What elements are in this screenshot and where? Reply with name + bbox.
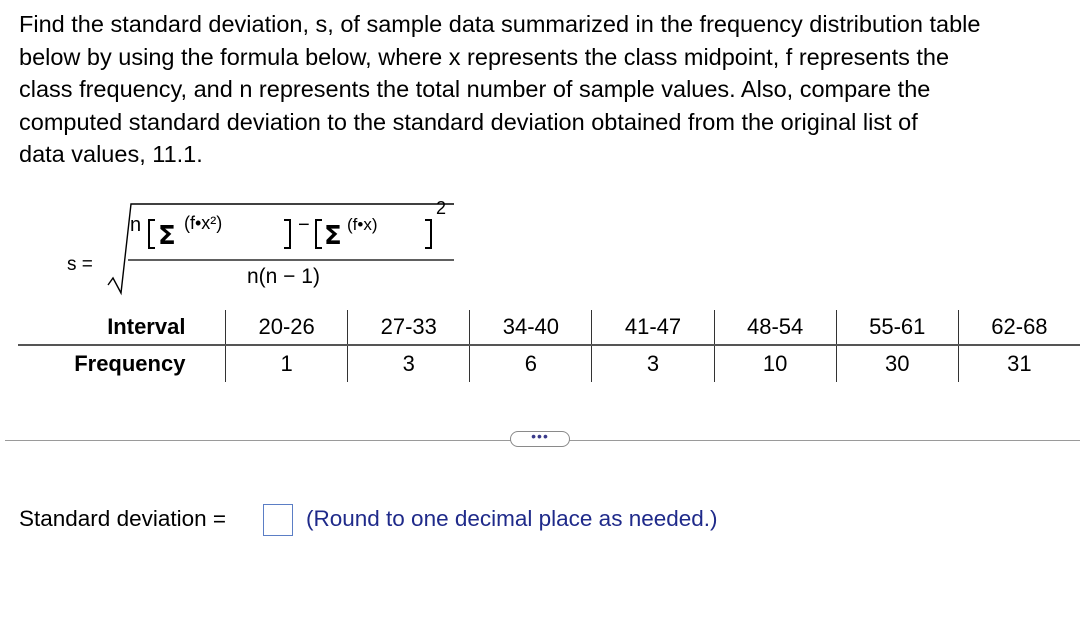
question-text (19, 8, 1079, 171)
frequency-cell: 10 (714, 345, 836, 382)
rounding-hint: (Round to one decimal place as needed.) (306, 506, 718, 531)
formula-denominator: n(n − 1) (247, 265, 320, 288)
formula-term-fx2: (f•x²) (184, 213, 223, 233)
answer-label: Standard deviation = (19, 506, 227, 531)
standard-deviation-formula (0, 190, 480, 300)
formula-n: n (130, 214, 142, 236)
question-line: below by using the formula below, where x represents the class midpoint, f represents the (19, 43, 950, 70)
frequency-cell: 30 (836, 345, 958, 382)
question-line: class frequency, and n represents the total number of sample values. Also, compare the (19, 76, 931, 102)
question-line: Find the standard deviation, s, of sample data summarized in the frequency distribution table (19, 11, 981, 37)
formula-term-fx: (f•x) (347, 215, 378, 234)
frequency-cell: 6 (470, 345, 592, 382)
interval-cell: 41-47 (592, 310, 714, 345)
interval-cell: 48-54 (714, 310, 836, 345)
frequency-cell: 1 (226, 345, 348, 382)
frequency-distribution-table (18, 310, 1080, 382)
interval-cell: 20-26 (226, 310, 348, 345)
formula-radical-graphic (0, 190, 480, 300)
formula-minus: − (298, 214, 310, 236)
svg-text:Σ: Σ (324, 221, 342, 251)
row-header-frequency: Frequency (74, 351, 186, 376)
formula-exponent: 2 (436, 198, 447, 218)
frequency-cell: 3 (592, 345, 714, 382)
frequency-row (18, 345, 1080, 382)
standard-deviation-input[interactable] (263, 504, 293, 536)
interval-cell: 34-40 (470, 310, 592, 345)
row-header-interval: Interval (18, 310, 185, 345)
formula-lhs: s = (67, 254, 93, 275)
expand-more-button[interactable]: ••• (510, 431, 570, 447)
question-line: data values, 11.1. (19, 141, 203, 167)
interval-row (18, 310, 1080, 345)
frequency-cell: 3 (348, 345, 470, 382)
svg-text:Σ: Σ (158, 221, 176, 251)
question-line: computed standard deviation to the standard deviation obtained from the original list of (19, 108, 918, 135)
interval-cell: 27-33 (348, 310, 470, 345)
interval-cell: 62-68 (958, 310, 1080, 345)
interval-cell: 55-61 (836, 310, 958, 345)
frequency-cell: 31 (958, 345, 1080, 382)
